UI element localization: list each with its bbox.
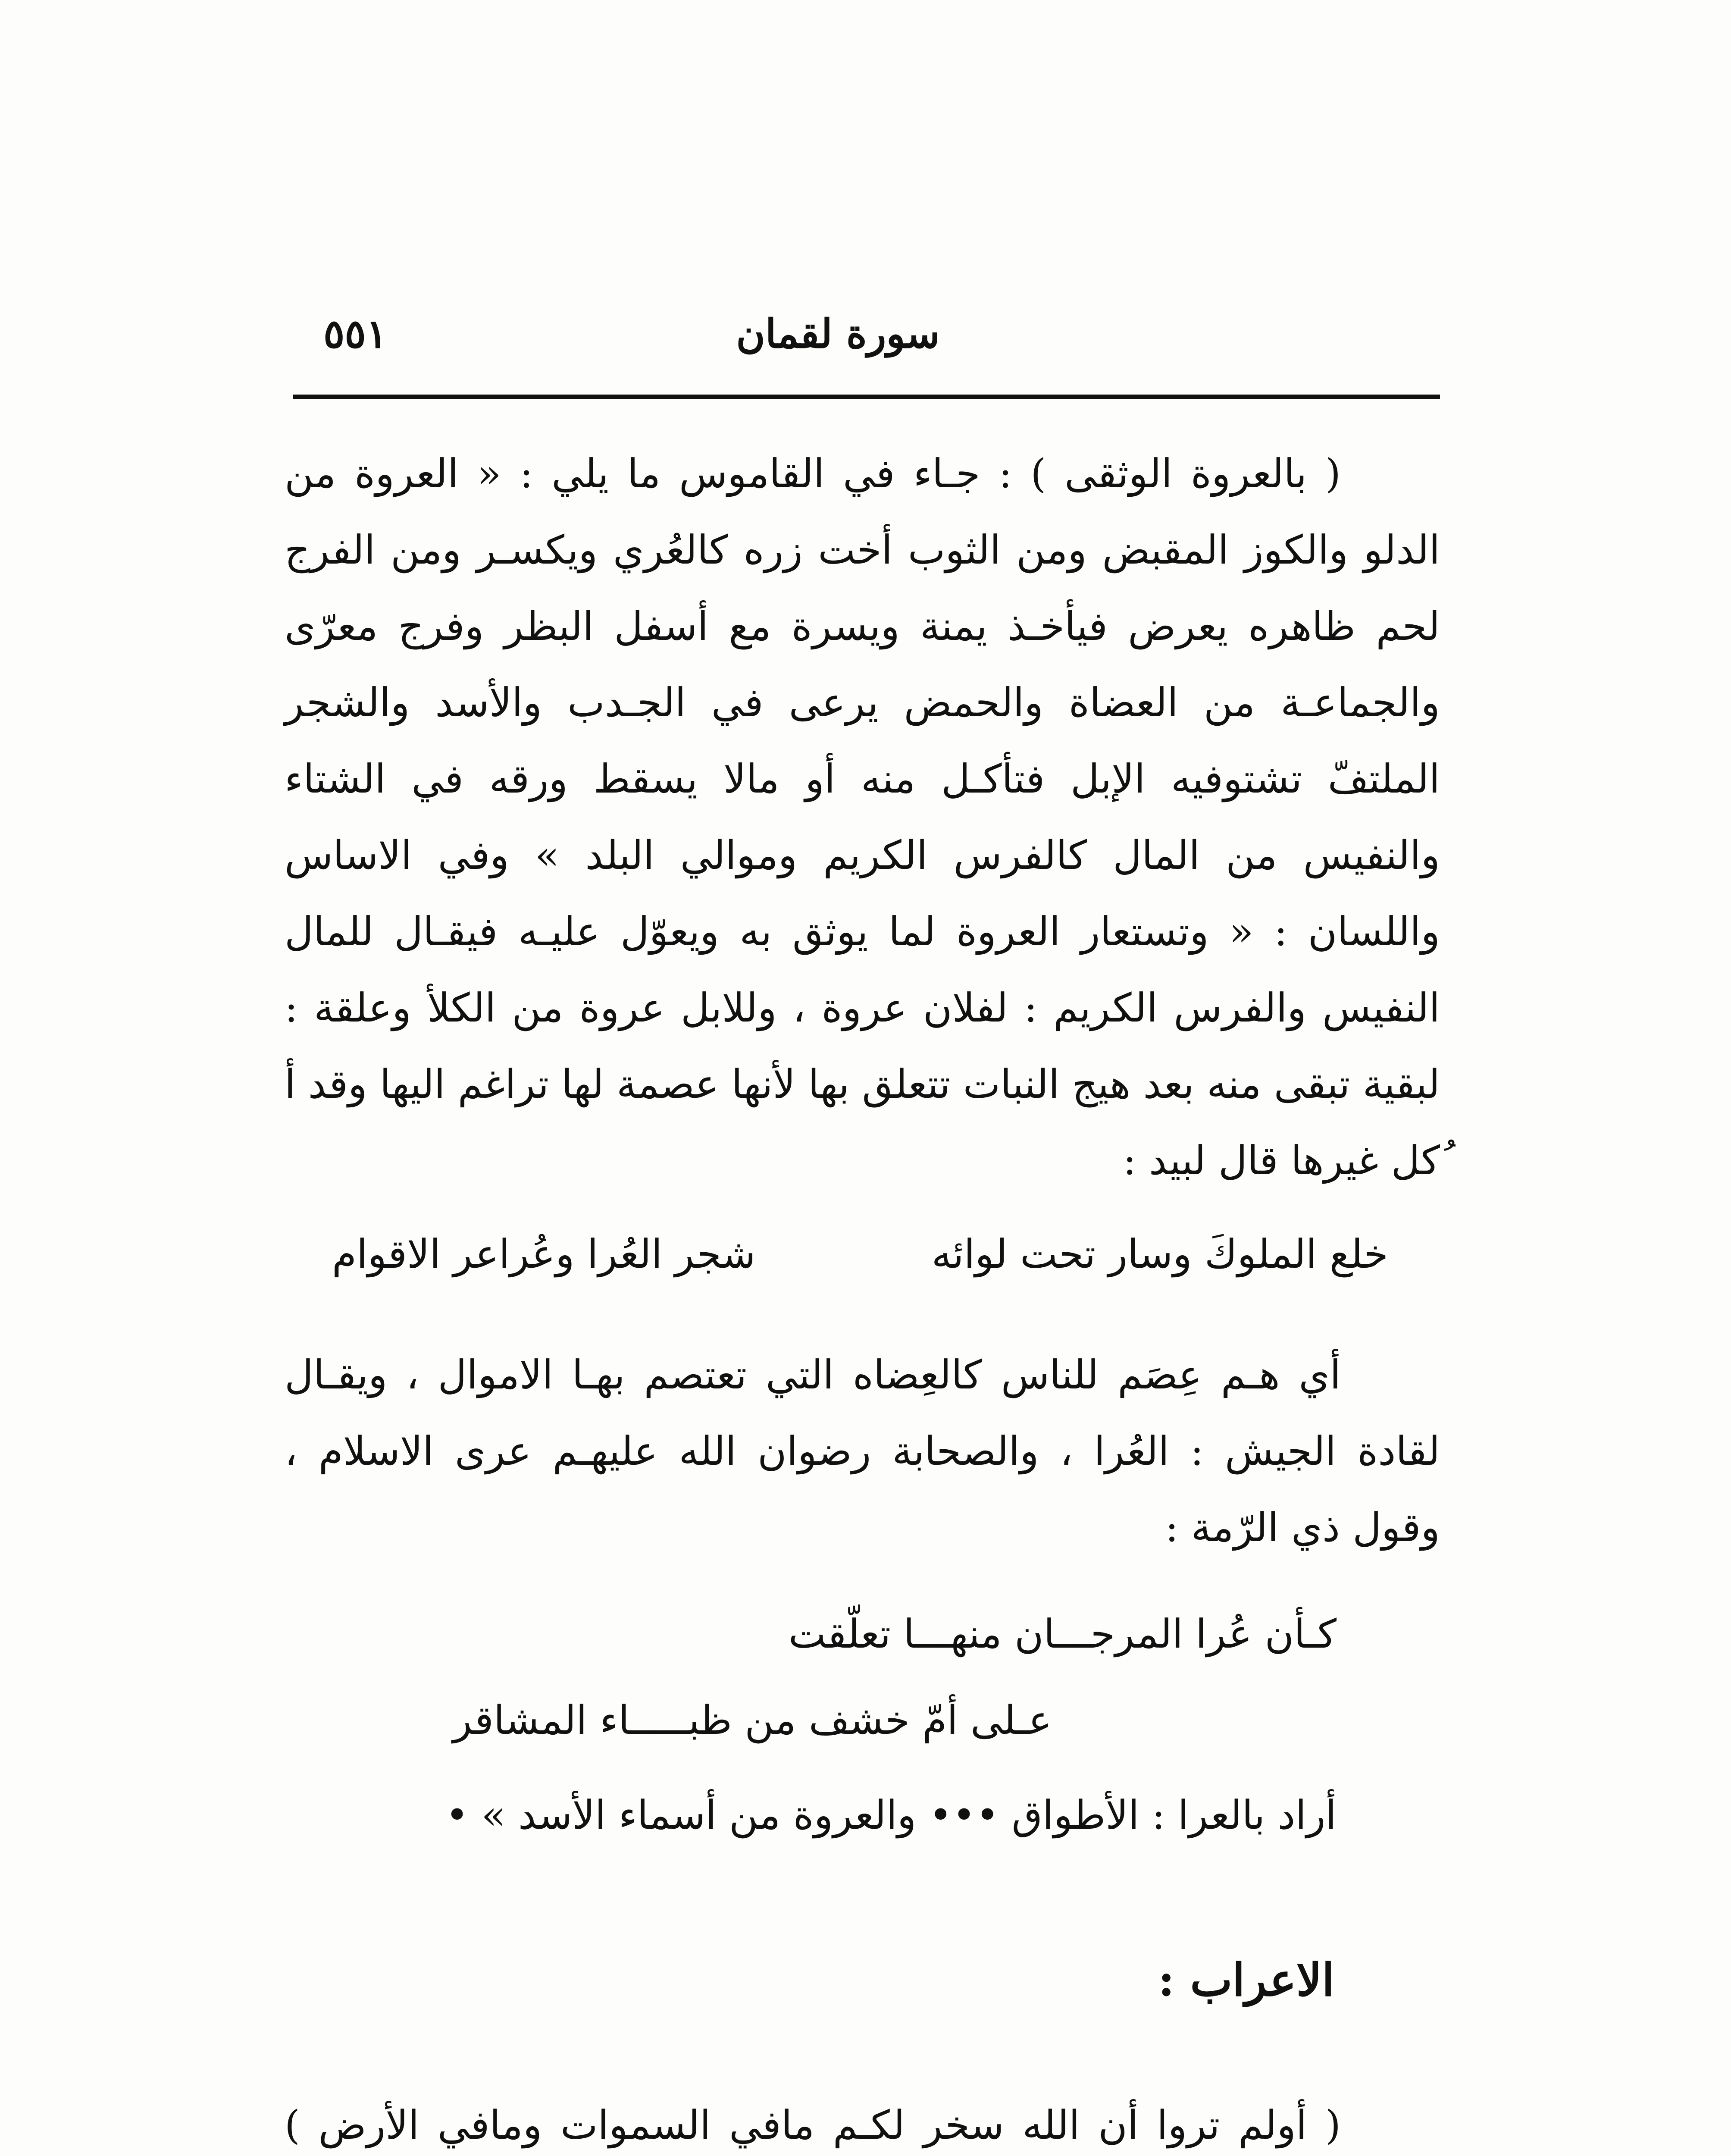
verse-hemistich-first: خلع الملوكَ وسار تحت لوائه — [931, 1231, 1388, 1277]
verse-hemistich-second: شجر العُرا وعُراعر الاقوام — [332, 1231, 756, 1277]
verse-explanation: أراد بالعرا : الأطواق ••• والعروة من أسماء الأسد » • — [445, 1792, 1337, 1838]
paragraph: أي هـم عِصَم للناس كالعِضاه التي تعتصم بهـا الاموال ، ويقـال لقادة الجيش : العُرا ، والصحابة رضوان الله عليهـم عرى الاسلام ، وقول ذي الرّمة : — [285, 1352, 1440, 1551]
paragraph: ( بالعروة الوثقى ) : جـاء في القاموس ما يلي : « العروة من الدلو والكوز المقبض ومن الثوب أخت زره كالعُري ويكسـر ومن الفرج لحم ظاهره يعرض فيأخـذ يمنة ويسرة مع أسفل البظر وفرج معرّى والجماعـة من العضاة والحمض يرعى في الجـدب والأسد والشجر الملتفّ تشتوفيه الإبل فتأكـل منه أو مالا يسقط ورقه في الشتاء والنفيس من المال كالفرس الكريم وموالي البلد » وفي الاساس واللسان : « وتستعار العروة لما يوثق به ويعوّل عليـه فيقـال للمال النفيس والفرس الكريم : لفلان عروة ، وللابل عروة من الكلأ وعلقة : لبقية تبقى منه بعد هيج النبات تتعلق بها لأنها عصمة لها تراغم اليها وقد أ ُكل غيرها قال لبيد : — [285, 451, 1440, 1184]
header-divider — [293, 395, 1440, 399]
irab-text — [285, 2087, 1440, 2156]
section-heading: الاعراب : — [1158, 1953, 1334, 2006]
page-number: ٥٥١ — [323, 310, 388, 357]
main-text — [285, 436, 1440, 1199]
verse-line-1: كـأن عُرا المرجـــان منهـــا تعلّقت — [788, 1611, 1337, 1657]
paragraph: ( أولم تروا أن الله سخر لكـم مافي السموات ومافي الأرض ) — [285, 2102, 1341, 2148]
verse-line-2: عـلى أمّ خشف من ظبـــــاء المشاقر — [453, 1697, 1052, 1743]
page-header — [293, 302, 1440, 388]
page-title: سورة لقمان — [736, 310, 940, 357]
commentary-text — [285, 1337, 1440, 1566]
